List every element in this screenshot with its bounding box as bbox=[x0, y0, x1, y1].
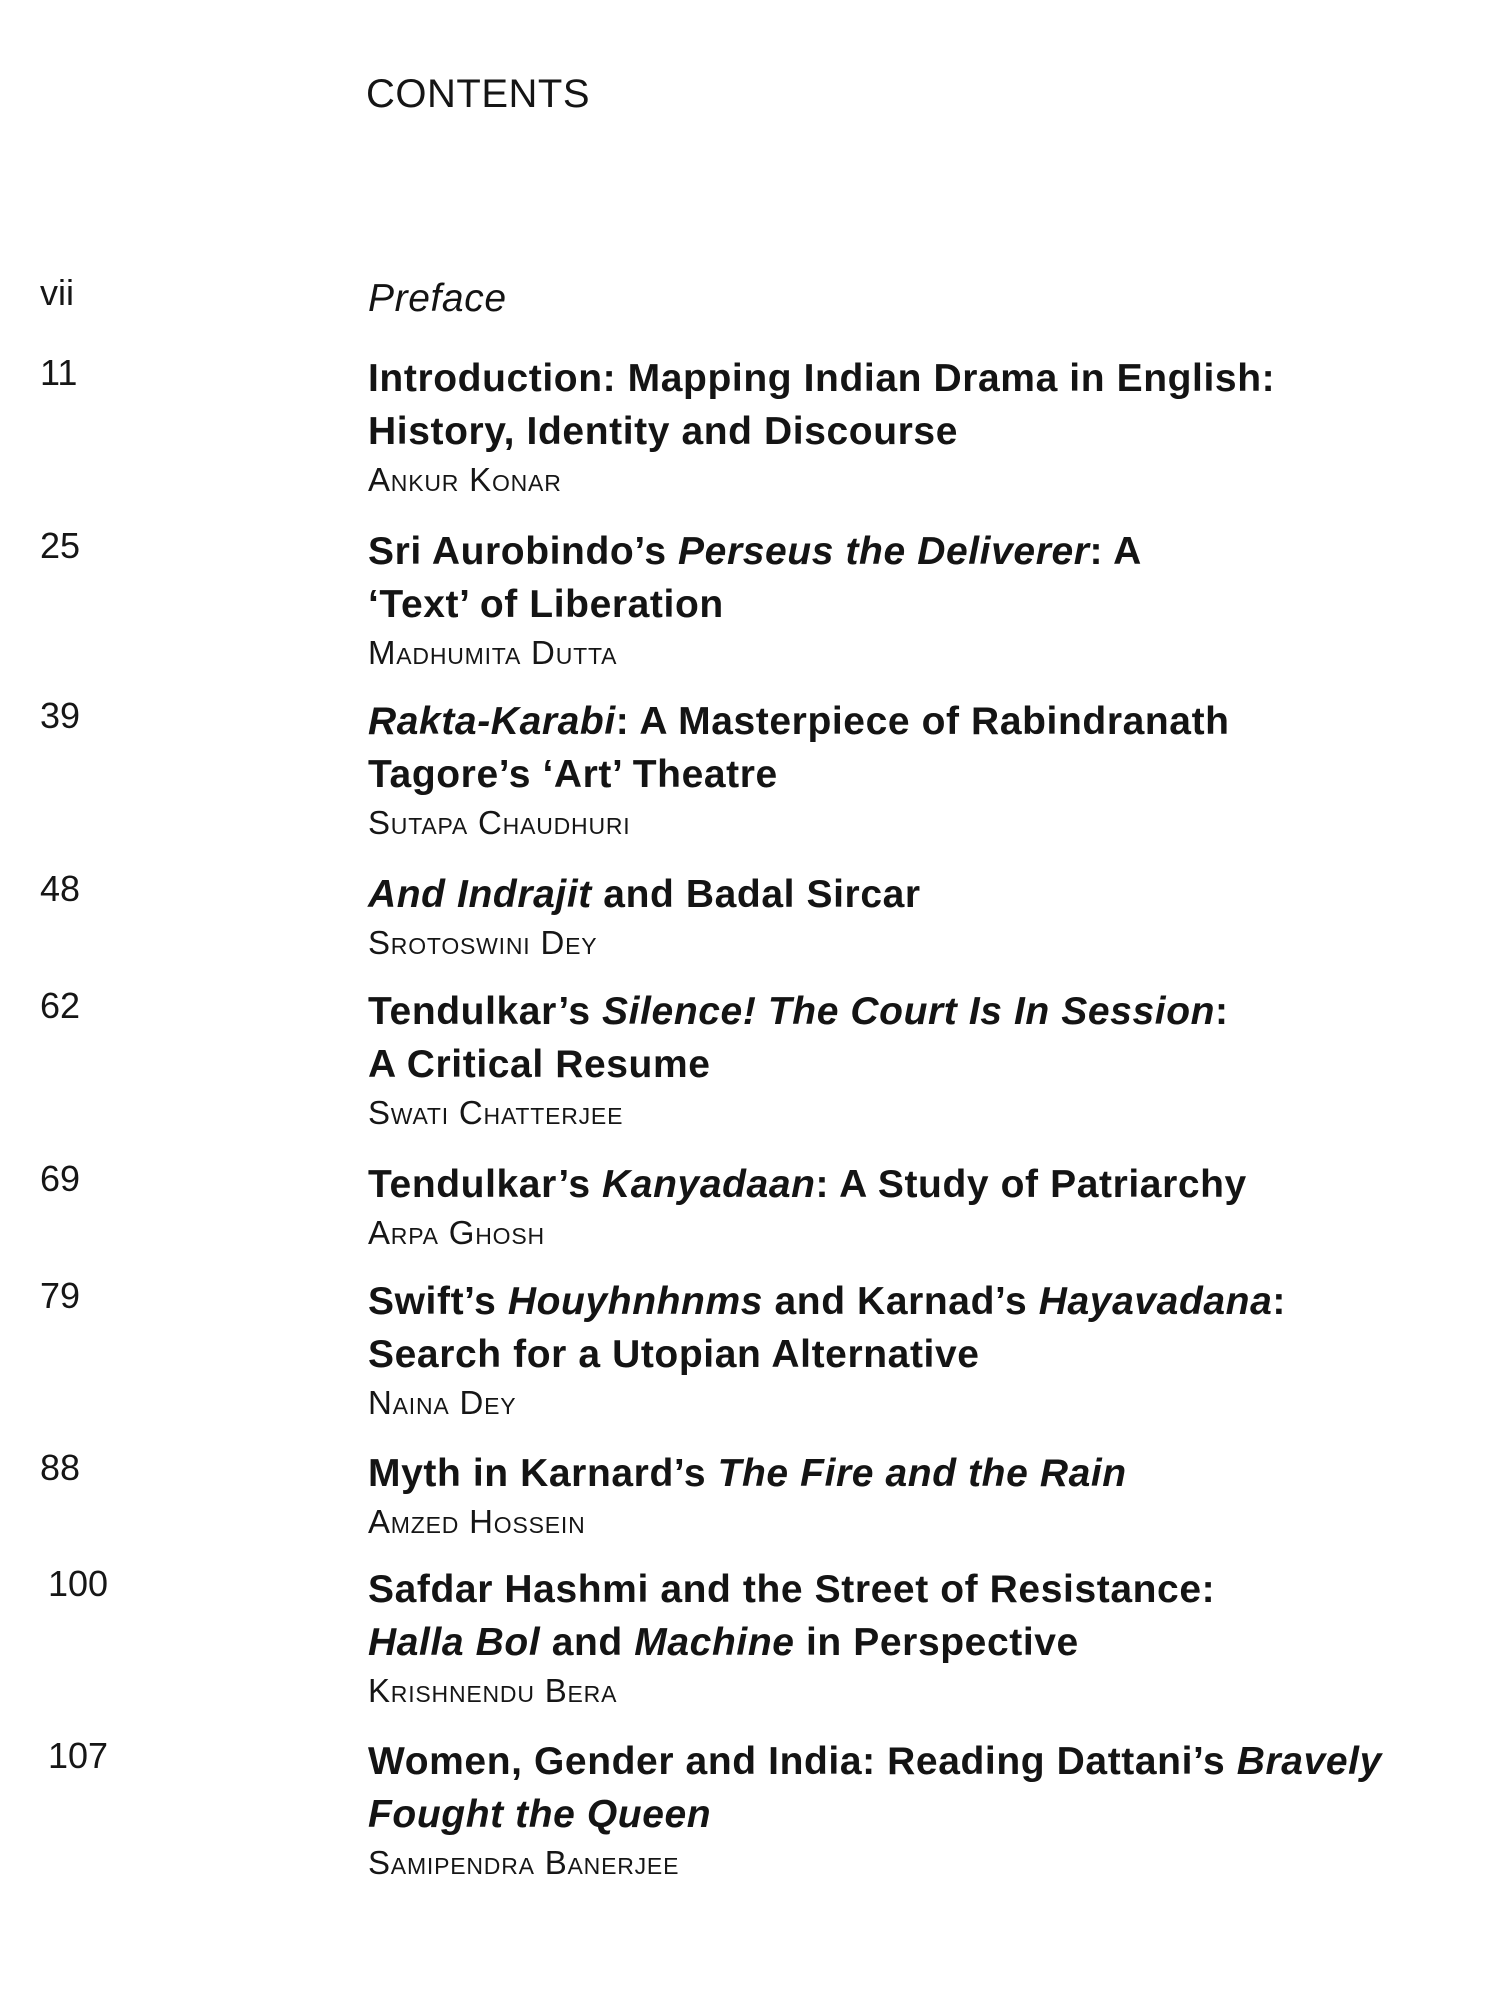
toc-title-line bbox=[368, 1447, 1478, 1500]
title-italic-segment: Machine bbox=[634, 1621, 795, 1664]
toc-title-line bbox=[368, 695, 1478, 748]
title-segment: Tendulkar’s bbox=[368, 990, 603, 1033]
toc-title-line bbox=[368, 748, 1478, 801]
title-italic-segment: Silence! The Court Is In Session bbox=[602, 990, 1216, 1033]
toc-page-number: 39 bbox=[40, 695, 81, 736]
title-italic-segment: The Fire and the Rain bbox=[717, 1452, 1127, 1495]
title-segment: and Badal Sircar bbox=[591, 873, 921, 916]
toc-page-number: vii bbox=[40, 272, 74, 313]
toc-entry-body bbox=[368, 985, 1478, 1135]
toc-page-number: 25 bbox=[40, 525, 81, 566]
title-segment: Women, Gender and India: Reading Dattani’s bbox=[368, 1740, 1237, 1783]
toc-page-number: 79 bbox=[40, 1275, 81, 1316]
toc-author: Amzed Hossein bbox=[368, 1503, 586, 1540]
title-segment: Safdar Hashmi and the Street of Resistance: bbox=[368, 1568, 1216, 1611]
toc-title-line bbox=[368, 868, 1478, 921]
title-italic-segment: Fought the Queen bbox=[368, 1793, 712, 1836]
toc-author: Srotoswini Dey bbox=[368, 924, 598, 961]
title-segment: ‘Text’ of Liberation bbox=[368, 583, 724, 626]
toc-entry-body bbox=[368, 1735, 1478, 1885]
toc-title-line bbox=[368, 1788, 1478, 1841]
title-italic-segment: Kanyadaan bbox=[602, 1163, 816, 1206]
title-italic-segment: Rakta-Karabi bbox=[368, 700, 616, 743]
toc-title-line bbox=[368, 352, 1478, 405]
title-segment: Sri Aurobindo’s bbox=[368, 530, 679, 573]
toc-author: Naina Dey bbox=[368, 1384, 517, 1421]
toc-page-number: 69 bbox=[40, 1158, 81, 1199]
title-italic-segment: Hayavadana bbox=[1038, 1280, 1273, 1323]
toc-page-number: 48 bbox=[40, 868, 81, 909]
title-italic-segment: Bravely bbox=[1236, 1740, 1382, 1783]
title-segment: Introduction: Mapping Indian Drama in English: bbox=[368, 357, 1276, 400]
toc-entry-body bbox=[368, 1158, 1478, 1255]
toc-title-line bbox=[368, 1735, 1478, 1788]
title-segment: and Karnad’s bbox=[763, 1280, 1039, 1323]
toc-entry-body bbox=[368, 868, 1478, 965]
toc-title-line bbox=[368, 1158, 1478, 1211]
toc-author: Madhumita Dutta bbox=[368, 634, 618, 671]
toc-title-line bbox=[368, 578, 1478, 631]
title-italic-segment: Houyhnhnms bbox=[507, 1280, 764, 1323]
title-segment: Search for a Utopian Alternative bbox=[368, 1333, 980, 1376]
toc-page-number: 100 bbox=[48, 1563, 109, 1604]
toc-page-number: 107 bbox=[48, 1735, 109, 1776]
toc-title-line bbox=[368, 525, 1478, 578]
toc-author: Swati Chatterjee bbox=[368, 1094, 624, 1131]
toc-title-line bbox=[368, 1328, 1478, 1381]
title-segment: Tagore’s ‘Art’ Theatre bbox=[368, 753, 778, 796]
title-segment: and bbox=[540, 1621, 635, 1664]
title-segment: Tendulkar’s bbox=[368, 1163, 603, 1206]
toc-entry-body bbox=[368, 695, 1478, 845]
title-segment: : A bbox=[1089, 530, 1142, 573]
title-segment: Myth in Karnard’s bbox=[368, 1452, 718, 1495]
toc-title-line bbox=[368, 1275, 1478, 1328]
title-segment: : bbox=[1272, 1280, 1286, 1323]
toc-author: Krishnendu Bera bbox=[368, 1672, 618, 1709]
toc-entry-body bbox=[368, 1447, 1478, 1544]
title-segment: : bbox=[1215, 990, 1229, 1033]
toc-page-number: 11 bbox=[40, 352, 78, 393]
toc-page-number: 62 bbox=[40, 985, 81, 1026]
toc-title-line bbox=[368, 272, 1478, 325]
toc-title-line bbox=[368, 1616, 1478, 1669]
toc-title-line bbox=[368, 1038, 1478, 1091]
title-segment: History, Identity and Discourse bbox=[368, 410, 959, 453]
toc-entry-body bbox=[368, 352, 1478, 502]
toc-page-number: 88 bbox=[40, 1447, 81, 1488]
title-segment: A Critical Resume bbox=[368, 1043, 711, 1086]
title-segment: in Perspective bbox=[794, 1621, 1079, 1664]
title-italic-segment: Halla Bol bbox=[368, 1621, 541, 1664]
toc-title-line bbox=[368, 405, 1478, 458]
toc-author: Sutapa Chaudhuri bbox=[368, 804, 631, 841]
toc-entry-body bbox=[368, 525, 1478, 675]
title-segment: : A Masterpiece of Rabindranath bbox=[615, 700, 1230, 743]
toc-author: Ankur Konar bbox=[368, 461, 562, 498]
title-italic-segment: And Indrajit bbox=[368, 873, 592, 916]
toc-entry-body bbox=[368, 1563, 1478, 1713]
title-italic-segment: Perseus the Deliverer bbox=[678, 530, 1090, 573]
title-segment: Swift’s bbox=[368, 1280, 508, 1323]
toc-title-line bbox=[368, 985, 1478, 1038]
toc-author: Samipendra Banerjee bbox=[368, 1844, 680, 1881]
toc-title-line bbox=[368, 1563, 1478, 1616]
page-title: CONTENTS bbox=[366, 72, 590, 116]
toc-entry-body bbox=[368, 1275, 1478, 1425]
toc-entry-body bbox=[368, 272, 1478, 325]
title-segment: : A Study of Patriarchy bbox=[815, 1163, 1247, 1206]
toc-author: Arpa Ghosh bbox=[368, 1214, 545, 1251]
title-italic-segment: Preface bbox=[368, 277, 507, 320]
